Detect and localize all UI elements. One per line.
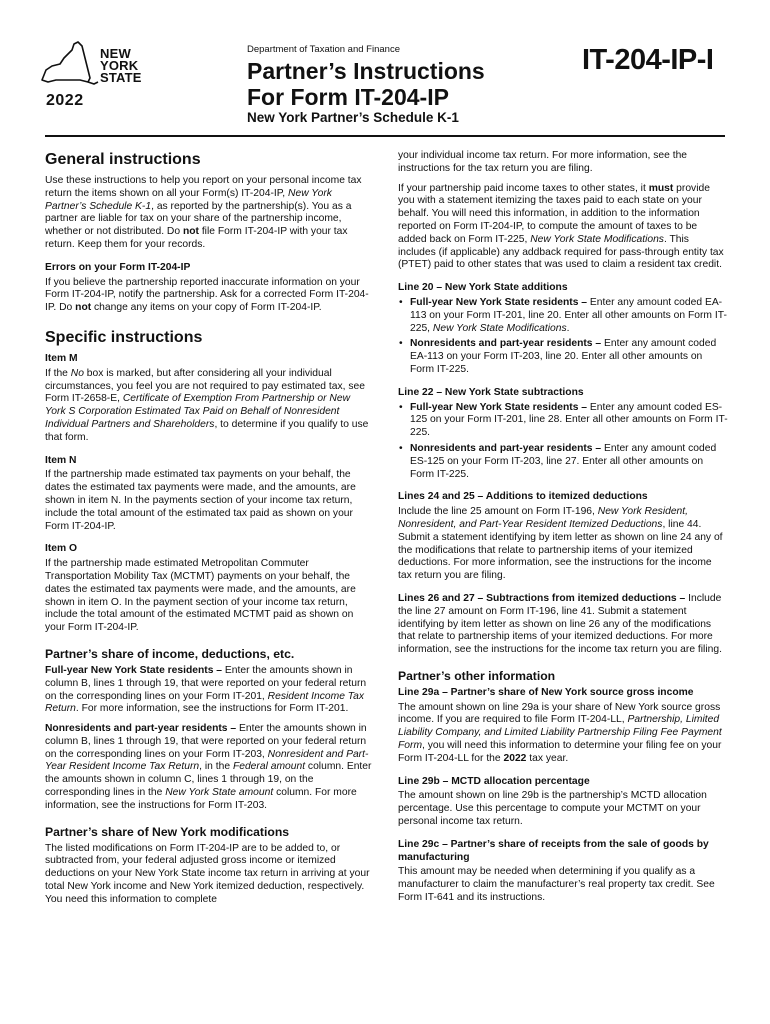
tax-year: 2022 [46, 92, 84, 109]
item-n-heading: Item N [45, 454, 77, 466]
specific-instructions-heading: Specific instructions [45, 328, 203, 346]
line-29a-heading: Line 29a – Partner’s share of New York source gross income [398, 686, 694, 698]
share-income-full-year: Full-year New York State residents – Enter the amounts shown in column B, lines 1 through 19, that were reported on your federal return on the corresponding lines on your Form IT-201, Resident Income Tax Return. For more information, see the instructions for Form IT-201. [45, 664, 367, 715]
share-income-heading: Partner’s share of income, deductions, etc. [45, 646, 295, 661]
line-29a-text: The amount shown on line 29a is your share of New York source gross income. If you are required to file Form IT-204-LL, Partnership, Limited Liability Company, and Limited Liability Partnership Filing Fee Payment Form, you will need this information to determine your filing fee on your Form IT-204-LL for the 2022 tax year. [398, 701, 722, 764]
line-29c-heading: Line 29c – Partner’s share of receipts from the sale of goods by manufacturing [398, 838, 709, 863]
lines-26-27-text: Lines 26 and 27 – Subtractions from itemized deductions – Include the line 27 amount on Form IT-196, line 41. Submit a statement identifying by item letter as shown on line 26 any of the modifications that relate to partnership items of your itemized deductions. For more information, see the instructions for the income tax return you are filing. [398, 592, 722, 656]
item-m-heading: Item M [45, 352, 78, 364]
page-title-line-1: Partner’s Instructions [247, 58, 485, 84]
line-29c-text: This amount may be needed when determining if you qualify as a manufacturer to claim the manufacturer’s real property tax credit. See Form IT-641 and its instructions. [398, 866, 715, 904]
other-information-heading: Partner’s other information [398, 668, 556, 683]
line-20-list [398, 297, 728, 377]
lines-24-25-heading: Lines 24 and 25 – Additions to itemized deductions [398, 491, 648, 503]
new-york-state-outline-icon [38, 40, 100, 92]
left-column [45, 140, 373, 914]
other-states-taxes-text: If your partnership paid income taxes to other states, it must provide you with a statement itemizing the taxes paid to each state on your behalf. You will need this information, in addition to the information reported on Form IT-204-IP, to compute the amount of taxes to be added back on Form IT-225, New York State Modifications. This includes (if applicable) any addback required for pass-through entity tax (PTET) paid to other states that was used to claim a resident tax credit. [398, 182, 724, 271]
general-intro: Use these instructions to help you report on your personal income tax return the items shown on all your Form(s) IT-204-IP, New York Partner’s Schedule K-1, as reported by the partnership(s). You as a partner are liable for tax on your share of the partnership income, whether or not distributed. Do not file Form IT-204-IP with your tax return. Keep them for your records. [45, 175, 362, 250]
share-income-nonresidents: Nonresidents and part-year residents – Enter the amounts shown in column B, lines 1 through 19, that were reported on your federal return on the corresponding lines on your Form IT-203, Nonresident and Part-Year Resident Income Tax Return, in the Federal amount column. Enter the amounts shown in column C, lines 1 through 19, on the corresponding lines in the New York State amount column. For more information, see the instructions for Form IT-203. [45, 723, 372, 811]
logo-word-1: NEW [100, 46, 131, 61]
form-number: IT-204-IP-I [582, 44, 714, 76]
item-o-text: If the partnership made estimated Metropolitan Commuter Transportation Mobility Tax (MCTMT) payments on your behalf, the dates the estimated tax payments were made, and the amounts, are shown in item O. In the payment section of your income tax return, include the total amount of the estimated MCTMT paid as shown on your Form IT-204-IP. [45, 558, 356, 634]
line-29b-text: The amount shown on line 29b is the partnership’s MCTD allocation percentage. Use this percentage to compute your MCTMT on your personal income tax return. [398, 790, 707, 828]
item-m-text: If the No box is marked, but after considering all your individual circumstances, you feel you are not required to pay estimated tax, see Form IT-2658-E, Certificate of Exemption From Partnership or New York S Corporation Estimated Tax Paid on Behalf of Nonresident Individual Partners and Shareholders, to determine if you qualify to use that form. [45, 367, 369, 443]
line-20-full-year: • Full-year New York State residents – Enter any amount coded EA-113 on your Form IT-201, line 20. Enter all other amounts on Form IT-225, New York State Modifications. [398, 297, 728, 335]
errors-heading: Errors on your Form IT-204-IP [45, 261, 191, 273]
line-20-heading: Line 20 – New York State additions [398, 282, 568, 294]
share-modifications-text: The listed modifications on Form IT-204-IP are to be added to, or subtracted from, your federal adjusted gross income or itemized deductions on your New York State income tax return in arriving at your total New York income and New York itemized deduction, respectively. You need this information to complete [45, 842, 370, 905]
item-n-text: If the partnership made estimated tax payments on your behalf, the dates the estimated tax payments were made, and the amounts, are shown in item N. In the payments section of your income tax return, include the total amount of the estimated tax paid as shown on your Form IT-204-IP. [45, 469, 356, 532]
errors-text: If you believe the partnership reported inaccurate information on your Form IT-204-IP, notify the partnership. Ask for a corrected Form IT-204-IP. Do not change any items on your copy of Form IT-204-IP. [45, 276, 369, 314]
logo-word-2: YORK [100, 58, 139, 73]
line-22-list [398, 402, 728, 482]
item-o-heading: Item O [45, 543, 78, 555]
nys-logo [38, 40, 188, 110]
department-name: Department of Taxation and Finance [247, 44, 400, 55]
continued-text: your individual income tax return. For more information, see the instructions for the tax return you are filing. [398, 150, 688, 174]
line-22-full-year: • Full-year New York State residents – Enter any amount coded ES-125 on your Form IT-201, line 28. Enter all other amounts on Form IT-225. [398, 402, 728, 440]
line-29b-heading: Line 29b – MCTD allocation percentage [398, 775, 590, 787]
line-22-nonresidents: • Nonresidents and part-year residents – Enter any amount coded ES-125 on your Form IT-203, line 27. Enter all other amounts on Form IT-225. [398, 443, 728, 481]
share-modifications-heading: Partner’s share of New York modifications [45, 824, 290, 839]
general-instructions-heading: General instructions [45, 151, 201, 168]
page-title-line-2: For Form IT-204-IP [247, 84, 449, 110]
lines-24-25-text: Include the line 25 amount on Form IT-196, New York Resident, Nonresident, and Part-Year Resident Itemized Deductions, line 44. Submit a statement identifying by item letter as shown on line 24 any of the modifications that relate to partnership items of your itemized deductions. For more information, see the instructions for the income tax return you are filing. [398, 506, 723, 582]
logo-word-3: STATE [100, 70, 142, 85]
header-divider [45, 135, 725, 137]
page-subtitle: New York Partner’s Schedule K-1 [247, 110, 459, 125]
right-column [398, 150, 728, 912]
line-22-heading: Line 22 – New York State subtractions [398, 386, 584, 398]
line-20-nonresidents: • Nonresidents and part-year residents – Enter any amount coded EA-113 on your Form IT-203, line 20. Enter all other amounts on Form IT-225. [398, 338, 728, 376]
